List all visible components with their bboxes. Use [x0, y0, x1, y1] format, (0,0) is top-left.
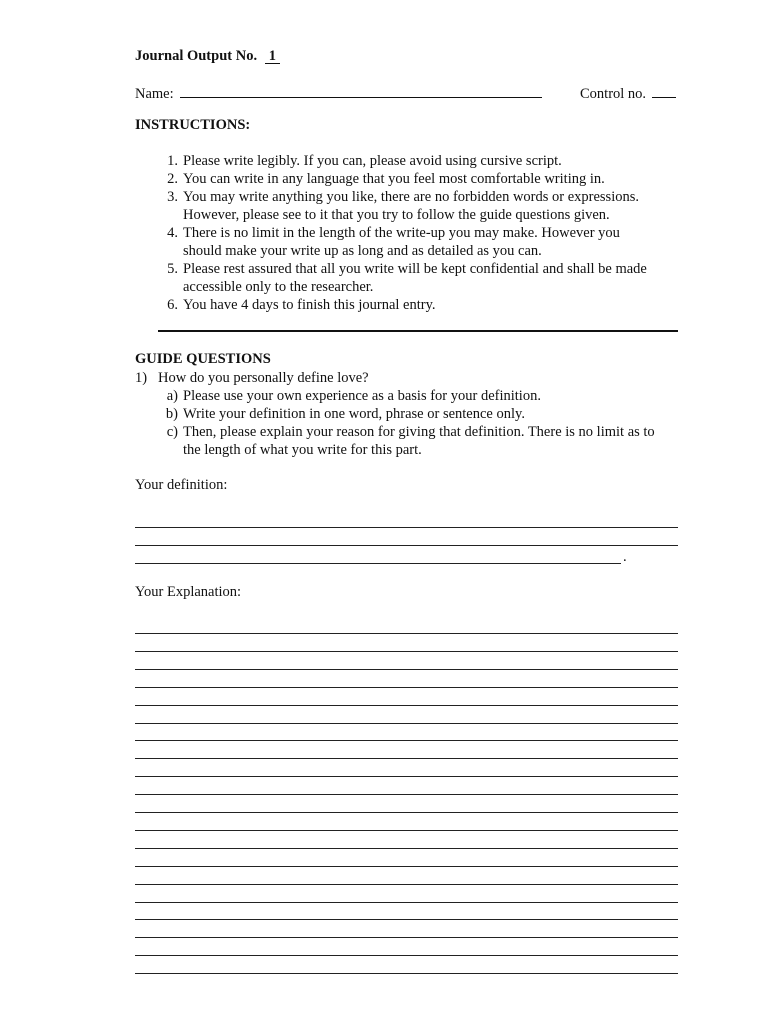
instruction-text: You can write in any language that you feel most comfortable writing in.	[183, 171, 605, 187]
subitem-marker: b)	[165, 406, 178, 422]
subitem-text: Please use your own experience as a basis for your definition.	[183, 388, 541, 404]
explanation-line[interactable]	[135, 955, 678, 956]
definition-line-2[interactable]	[135, 545, 678, 546]
explanation-line[interactable]	[135, 812, 678, 813]
instruction-marker: 6.	[167, 297, 178, 313]
name-row	[135, 83, 542, 103]
subitem-marker: a)	[166, 388, 178, 404]
instruction-item	[156, 152, 696, 170]
instruction-marker: 5.	[167, 261, 178, 277]
definition-line-1[interactable]	[135, 527, 678, 528]
journal-title	[135, 48, 280, 65]
explanation-line[interactable]	[135, 830, 678, 831]
subitem-text: Then, please explain your reason for giving that definition. There is no limit as to	[183, 424, 655, 440]
control-row	[580, 83, 676, 103]
guide-heading: GUIDE QUESTIONS	[135, 351, 271, 367]
explanation-line[interactable]	[135, 723, 678, 724]
explanation-line[interactable]	[135, 937, 678, 938]
explanation-line[interactable]	[135, 902, 678, 903]
section-divider	[158, 330, 678, 332]
definition-label: Your definition:	[135, 477, 228, 493]
instruction-text: should make your write up as long and as detailed as you can.	[183, 243, 542, 259]
guide-subitem	[156, 423, 696, 459]
guide-subitem	[156, 405, 696, 423]
instruction-text: accessible only to the researcher.	[183, 279, 374, 295]
definition-line-3[interactable]	[135, 563, 621, 564]
instruction-text: Please rest assured that all you write will be kept confidential and shall be made	[183, 261, 647, 277]
name-field[interactable]	[180, 83, 542, 98]
instruction-text: There is no limit in the length of the write-up you may make. However you	[183, 225, 620, 241]
instructions-heading: INSTRUCTIONS:	[135, 117, 251, 133]
question-marker: 1)	[135, 370, 148, 386]
explanation-line[interactable]	[135, 794, 678, 795]
guide-question-1	[135, 369, 695, 387]
explanation-line[interactable]	[135, 633, 678, 634]
explanation-label: Your Explanation:	[135, 584, 242, 600]
subitem-text: Write your definition in one word, phrase or sentence only.	[183, 406, 525, 422]
explanation-line[interactable]	[135, 848, 678, 849]
control-field[interactable]	[652, 83, 676, 98]
instruction-marker: 3.	[167, 189, 178, 205]
instruction-text: You have 4 days to finish this journal entry.	[183, 297, 436, 313]
explanation-line[interactable]	[135, 687, 678, 688]
explanation-line[interactable]	[135, 669, 678, 670]
instruction-marker: 1.	[167, 153, 178, 169]
question-text: How do you personally define love?	[158, 370, 369, 386]
subitem-text: the length of what you write for this part.	[183, 442, 422, 458]
explanation-line[interactable]	[135, 651, 678, 652]
instruction-item	[156, 170, 696, 188]
instruction-item	[156, 188, 696, 224]
journal-title-text: Journal Output No.	[135, 48, 258, 64]
explanation-line[interactable]	[135, 866, 678, 867]
control-label: Control no.	[580, 86, 647, 102]
explanation-line[interactable]	[135, 884, 678, 885]
instruction-text: Please write legibly. If you can, please avoid using cursive script.	[183, 153, 562, 169]
explanation-line[interactable]	[135, 919, 678, 920]
instruction-text: However, please see to it that you try to follow the guide questions given.	[183, 207, 610, 223]
instruction-item	[156, 260, 696, 296]
instruction-marker: 4.	[167, 225, 178, 241]
instruction-item	[156, 296, 696, 314]
instruction-text: You may write anything you like, there are no forbidden words or expressions.	[183, 189, 639, 205]
explanation-line[interactable]	[135, 705, 678, 706]
explanation-line[interactable]	[135, 973, 678, 974]
explanation-line[interactable]	[135, 740, 678, 741]
explanation-line[interactable]	[135, 758, 678, 759]
instruction-marker: 2.	[167, 171, 178, 187]
instruction-item	[156, 224, 696, 260]
name-label: Name:	[135, 86, 174, 102]
explanation-line[interactable]	[135, 776, 678, 777]
subitem-marker: c)	[166, 424, 178, 440]
journal-number[interactable]: 1	[265, 49, 280, 64]
guide-subitem	[156, 387, 696, 405]
definition-period: .	[623, 549, 627, 565]
